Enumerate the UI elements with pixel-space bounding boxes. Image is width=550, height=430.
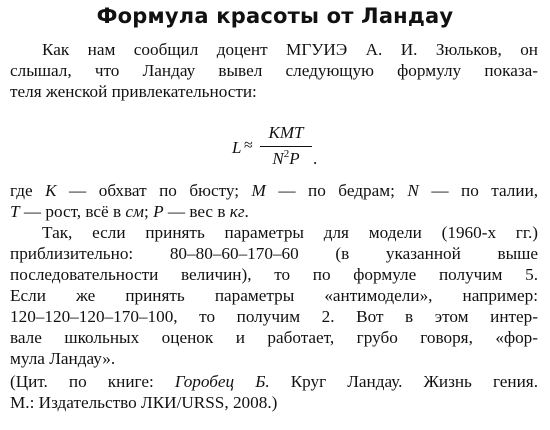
paragraph-2-line-4: Если же принять параметры «антимодели», например: [10, 286, 538, 305]
formula-fraction-bar [260, 146, 312, 147]
formula-lhs: L [232, 138, 242, 157]
citation-book-title: Круг Ландау. Жизнь гения. [290, 372, 539, 391]
legend-text: — по талии, [431, 181, 539, 200]
legend-text: — вес в [167, 202, 226, 221]
paragraph-2-line-3: последовательности величин), то по формуле получим 5. [10, 265, 538, 284]
paragraph-1-line-1: Как нам сообщил доцент МГУИЭ А. И. Зюльков, он [42, 40, 538, 59]
paragraph-2-line-2: приблизительно: 80–80–60–170–60 (в указанной выше [10, 244, 538, 263]
unit-cm: см [125, 202, 144, 221]
formula-den-exponent: 2 [283, 148, 290, 160]
variable-p: P [153, 202, 164, 221]
paragraph-1-line-2: слышал, что Ландау вывел следующую формулу показа- [10, 61, 538, 80]
formula-terminator: . [313, 149, 318, 168]
legend-text: — рост, всё в [23, 202, 122, 221]
citation-author: Горобец Б. [174, 372, 270, 391]
legend-text: — по бедрам; [278, 181, 395, 200]
legend-line-2 [10, 201, 538, 222]
formula-approx-sign: ≈ [244, 137, 253, 154]
variable-t: T [10, 202, 20, 221]
paragraph-2-line-5: 120–120–120–170–100, то получим 2. Вот в этом интер- [10, 307, 538, 326]
citation-prefix: (Цит. по книге: [10, 372, 154, 391]
legend-text: ; [144, 202, 149, 221]
beauty-formula [0, 123, 550, 172]
citation-line-2: М.: Издательство ЛКИ/URSS, 2008.) [10, 393, 278, 412]
legend-text: где [10, 181, 33, 200]
legend-text: — обхват по бюсту; [69, 181, 240, 200]
paragraph-2-line-7: мула Ландау». [10, 349, 116, 368]
legend-line-1 [10, 180, 538, 201]
variable-k: K [45, 181, 57, 200]
variable-n: N [407, 181, 419, 200]
unit-kg: кг [229, 202, 245, 221]
citation-line-1 [10, 371, 538, 392]
article-title: Формула красоты от Ландау [96, 4, 454, 28]
variable-m: M [251, 181, 266, 200]
formula-numerator: KMT [268, 123, 304, 142]
formula-den-tail: P [289, 149, 300, 168]
legend-text: . [244, 202, 249, 221]
paragraph-2-line-1: Так, если принять параметры для модели (1960-х гг.) [42, 223, 538, 242]
paragraph-1-line-3: теля женской привлекательности: [10, 82, 257, 101]
formula-denominator [260, 148, 312, 169]
paragraph-2-line-6: вале школьных оценок и работает, грубо говоря, «фор- [10, 328, 538, 347]
formula-den-base: N [272, 149, 284, 168]
